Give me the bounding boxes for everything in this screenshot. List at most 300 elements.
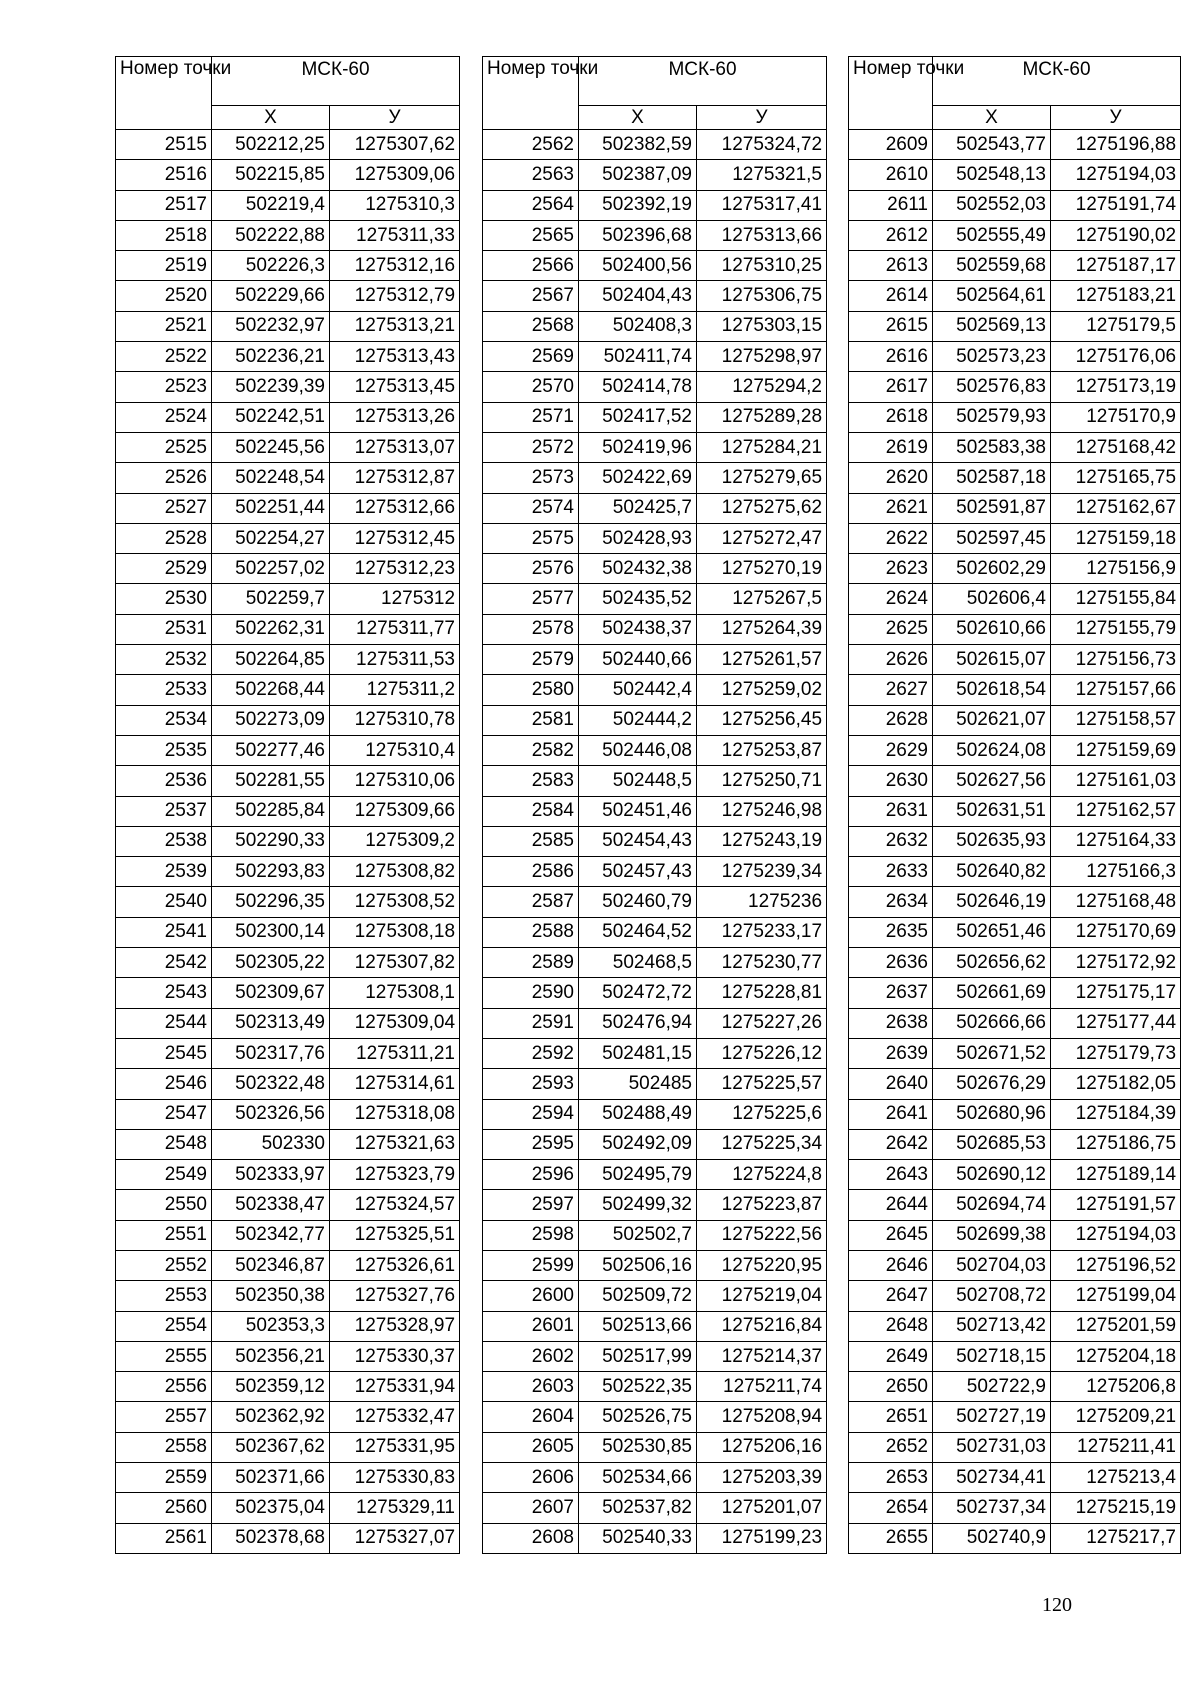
point-number-cell: 2518 xyxy=(116,220,212,250)
table-row xyxy=(483,1129,827,1159)
point-number-cell: 2544 xyxy=(116,1008,212,1038)
x-coordinate-cell: 502499,32 xyxy=(579,1190,697,1220)
y-coordinate-cell: 1275246,98 xyxy=(697,796,827,826)
point-number-cell: 2607 xyxy=(483,1493,579,1523)
y-coordinate-cell: 1275166,3 xyxy=(1051,857,1181,887)
table-row xyxy=(849,1160,1181,1190)
table-row xyxy=(483,130,827,160)
table-row xyxy=(849,584,1181,614)
point-number-cell: 2552 xyxy=(116,1250,212,1280)
y-coordinate-cell: 1275308,18 xyxy=(330,917,460,947)
y-coordinate-cell: 1275175,17 xyxy=(1051,978,1181,1008)
table-row xyxy=(116,1220,460,1250)
y-coordinate-cell: 1275327,76 xyxy=(330,1281,460,1311)
point-number-cell: 2600 xyxy=(483,1281,579,1311)
x-coordinate-cell: 502569,13 xyxy=(933,311,1051,341)
y-coordinate-cell: 1275309,06 xyxy=(330,160,460,190)
x-coordinate-cell: 502680,96 xyxy=(933,1099,1051,1129)
y-coordinate-cell: 1275284,21 xyxy=(697,432,827,462)
y-coordinate-cell: 1275311,21 xyxy=(330,1038,460,1068)
point-number-cell: 2629 xyxy=(849,735,933,765)
y-coordinate-cell: 1275308,52 xyxy=(330,887,460,917)
point-number-cell: 2575 xyxy=(483,523,579,553)
x-coordinate-cell: 502440,66 xyxy=(579,645,697,675)
x-coordinate-cell: 502239,39 xyxy=(212,372,330,402)
point-number-cell: 2641 xyxy=(849,1099,933,1129)
point-number-cell: 2651 xyxy=(849,1402,933,1432)
x-coordinate-cell: 502392,19 xyxy=(579,190,697,220)
point-number-cell: 2642 xyxy=(849,1129,933,1159)
y-coordinate-cell: 1275209,21 xyxy=(1051,1402,1181,1432)
x-coordinate-cell: 502353,3 xyxy=(212,1311,330,1341)
x-coordinate-cell: 502737,34 xyxy=(933,1493,1051,1523)
y-coordinate-cell: 1275310,4 xyxy=(330,735,460,765)
point-number-cell: 2654 xyxy=(849,1493,933,1523)
y-coordinate-cell: 1275217,7 xyxy=(1051,1523,1181,1553)
x-coordinate-cell: 502666,66 xyxy=(933,1008,1051,1038)
table-row xyxy=(116,1311,460,1341)
x-coordinate-cell: 502382,59 xyxy=(579,130,697,160)
table-row xyxy=(116,1008,460,1038)
y-coordinate-cell: 1275189,14 xyxy=(1051,1160,1181,1190)
y-coordinate-cell: 1275230,77 xyxy=(697,948,827,978)
y-coordinate-cell: 1275187,17 xyxy=(1051,251,1181,281)
x-coordinate-cell: 502232,97 xyxy=(212,311,330,341)
y-coordinate-cell: 1275206,8 xyxy=(1051,1372,1181,1402)
table-row xyxy=(849,675,1181,705)
table-row xyxy=(116,645,460,675)
table-row xyxy=(483,645,827,675)
table-row xyxy=(116,1190,460,1220)
y-coordinate-cell: 1275225,57 xyxy=(697,1069,827,1099)
x-coordinate-cell: 502444,2 xyxy=(579,705,697,735)
y-coordinate-cell: 1275243,19 xyxy=(697,826,827,856)
point-number-cell: 2617 xyxy=(849,372,933,402)
point-number-cell: 2551 xyxy=(116,1220,212,1250)
y-coordinate-cell: 1275312,66 xyxy=(330,493,460,523)
x-coordinate-cell: 502296,35 xyxy=(212,887,330,917)
x-coordinate-cell: 502476,94 xyxy=(579,1008,697,1038)
table-row xyxy=(483,463,827,493)
x-coordinate-cell: 502552,03 xyxy=(933,190,1051,220)
point-number-cell: 2621 xyxy=(849,493,933,523)
y-coordinate-cell: 1275307,82 xyxy=(330,948,460,978)
y-coordinate-cell: 1275161,03 xyxy=(1051,766,1181,796)
y-coordinate-cell: 1275309,66 xyxy=(330,796,460,826)
y-coordinate-cell: 1275183,21 xyxy=(1051,281,1181,311)
table-row xyxy=(483,1493,827,1523)
table-row xyxy=(116,978,460,1008)
point-number-cell: 2541 xyxy=(116,917,212,947)
table-row xyxy=(849,554,1181,584)
y-coordinate-cell: 1275313,21 xyxy=(330,311,460,341)
table-row xyxy=(483,857,827,887)
point-number-cell: 2522 xyxy=(116,342,212,372)
y-coordinate-cell: 1275199,04 xyxy=(1051,1281,1181,1311)
table-row xyxy=(849,1432,1181,1462)
point-number-cell: 2519 xyxy=(116,251,212,281)
y-coordinate-cell: 1275313,26 xyxy=(330,402,460,432)
point-number-cell: 2523 xyxy=(116,372,212,402)
table-row xyxy=(849,887,1181,917)
x-coordinate-cell: 502454,43 xyxy=(579,826,697,856)
table-row xyxy=(483,1008,827,1038)
x-coordinate-cell: 502537,82 xyxy=(579,1493,697,1523)
point-number-cell: 2619 xyxy=(849,432,933,462)
point-number-cell: 2521 xyxy=(116,311,212,341)
table-row xyxy=(483,402,827,432)
y-coordinate-cell: 1275331,94 xyxy=(330,1372,460,1402)
point-number-cell: 2525 xyxy=(116,432,212,462)
y-coordinate-cell: 1275294,2 xyxy=(697,372,827,402)
point-number-cell: 2549 xyxy=(116,1160,212,1190)
y-axis-header: У xyxy=(697,106,827,130)
point-number-cell: 2550 xyxy=(116,1190,212,1220)
x-coordinate-cell: 502305,22 xyxy=(212,948,330,978)
coordinate-system-header: МСК-60 xyxy=(212,57,460,106)
point-number-cell: 2576 xyxy=(483,554,579,584)
point-number-cell: 2531 xyxy=(116,614,212,644)
point-number-cell: 2587 xyxy=(483,887,579,917)
x-coordinate-cell: 502317,76 xyxy=(212,1038,330,1068)
table-row xyxy=(116,281,460,311)
y-coordinate-cell: 1275233,17 xyxy=(697,917,827,947)
point-number-cell: 2569 xyxy=(483,342,579,372)
x-coordinate-cell: 502481,15 xyxy=(579,1038,697,1068)
point-number-cell: 2643 xyxy=(849,1160,933,1190)
y-coordinate-cell: 1275201,07 xyxy=(697,1493,827,1523)
x-axis-header: Х xyxy=(933,106,1051,130)
point-number-cell: 2625 xyxy=(849,614,933,644)
x-coordinate-cell: 502219,4 xyxy=(212,190,330,220)
point-number-cell: 2593 xyxy=(483,1069,579,1099)
x-coordinate-cell: 502375,04 xyxy=(212,1493,330,1523)
point-number-cell: 2563 xyxy=(483,160,579,190)
coordinate-system-header: МСК-60 xyxy=(579,57,827,106)
point-number-cell: 2634 xyxy=(849,887,933,917)
table-row xyxy=(116,251,460,281)
point-number-cell: 2580 xyxy=(483,675,579,705)
x-coordinate-cell: 502534,66 xyxy=(579,1463,697,1493)
table-row xyxy=(483,735,827,765)
point-number-cell: 2578 xyxy=(483,614,579,644)
table-row xyxy=(116,190,460,220)
x-coordinate-cell: 502326,56 xyxy=(212,1099,330,1129)
point-number-cell: 2650 xyxy=(849,1372,933,1402)
y-coordinate-cell: 1275199,23 xyxy=(697,1523,827,1553)
x-coordinate-cell: 502610,66 xyxy=(933,614,1051,644)
table-row xyxy=(849,1008,1181,1038)
x-coordinate-cell: 502685,53 xyxy=(933,1129,1051,1159)
point-number-cell: 2535 xyxy=(116,735,212,765)
point-number-cell: 2528 xyxy=(116,523,212,553)
y-coordinate-cell: 1275211,74 xyxy=(697,1372,827,1402)
point-number-cell: 2543 xyxy=(116,978,212,1008)
point-number-cell: 2608 xyxy=(483,1523,579,1553)
x-coordinate-cell: 502597,45 xyxy=(933,523,1051,553)
point-number-cell: 2572 xyxy=(483,432,579,462)
table-row xyxy=(483,432,827,462)
point-number-cell: 2599 xyxy=(483,1250,579,1280)
table-row xyxy=(116,1250,460,1280)
point-number-cell: 2582 xyxy=(483,735,579,765)
y-coordinate-cell: 1275236 xyxy=(697,887,827,917)
table-row xyxy=(483,372,827,402)
table-row xyxy=(116,463,460,493)
y-coordinate-cell: 1275162,67 xyxy=(1051,493,1181,523)
x-coordinate-cell: 502236,21 xyxy=(212,342,330,372)
y-coordinate-cell: 1275225,6 xyxy=(697,1099,827,1129)
point-number-cell: 2585 xyxy=(483,826,579,856)
x-coordinate-cell: 502488,49 xyxy=(579,1099,697,1129)
point-number-cell: 2647 xyxy=(849,1281,933,1311)
x-coordinate-cell: 502387,09 xyxy=(579,160,697,190)
table-row xyxy=(849,1493,1181,1523)
x-coordinate-cell: 502540,33 xyxy=(579,1523,697,1553)
point-number-cell: 2579 xyxy=(483,645,579,675)
x-coordinate-cell: 502635,93 xyxy=(933,826,1051,856)
y-coordinate-cell: 1275318,08 xyxy=(330,1099,460,1129)
y-coordinate-cell: 1275308,82 xyxy=(330,857,460,887)
x-coordinate-cell: 502262,31 xyxy=(212,614,330,644)
point-number-cell: 2597 xyxy=(483,1190,579,1220)
point-number-cell: 2571 xyxy=(483,402,579,432)
x-coordinate-cell: 502624,08 xyxy=(933,735,1051,765)
point-number-cell: 2515 xyxy=(116,130,212,160)
x-coordinate-cell: 502212,25 xyxy=(212,130,330,160)
x-coordinate-cell: 502356,21 xyxy=(212,1341,330,1371)
table-row xyxy=(483,1099,827,1129)
table-row xyxy=(849,251,1181,281)
x-coordinate-cell: 502522,35 xyxy=(579,1372,697,1402)
table-row xyxy=(116,826,460,856)
y-coordinate-cell: 1275191,74 xyxy=(1051,190,1181,220)
point-number-cell: 2534 xyxy=(116,705,212,735)
x-coordinate-cell: 502457,43 xyxy=(579,857,697,887)
table-row xyxy=(483,887,827,917)
point-number-cell: 2555 xyxy=(116,1341,212,1371)
x-coordinate-cell: 502579,93 xyxy=(933,402,1051,432)
x-coordinate-cell: 502740,9 xyxy=(933,1523,1051,1553)
point-number-cell: 2652 xyxy=(849,1432,933,1462)
y-coordinate-cell: 1275330,37 xyxy=(330,1341,460,1371)
point-number-cell: 2622 xyxy=(849,523,933,553)
x-coordinate-cell: 502226,3 xyxy=(212,251,330,281)
x-coordinate-cell: 502404,43 xyxy=(579,281,697,311)
x-coordinate-cell: 502229,66 xyxy=(212,281,330,311)
table-row xyxy=(116,160,460,190)
x-coordinate-cell: 502259,7 xyxy=(212,584,330,614)
table-row xyxy=(116,614,460,644)
point-number-cell: 2517 xyxy=(116,190,212,220)
y-coordinate-cell: 1275310,25 xyxy=(697,251,827,281)
y-coordinate-cell: 1275307,62 xyxy=(330,130,460,160)
point-number-cell: 2540 xyxy=(116,887,212,917)
point-number-cell: 2567 xyxy=(483,281,579,311)
point-number-cell: 2624 xyxy=(849,584,933,614)
table-row xyxy=(483,1038,827,1068)
x-coordinate-cell: 502722,9 xyxy=(933,1372,1051,1402)
y-coordinate-cell: 1275225,34 xyxy=(697,1129,827,1159)
table-row xyxy=(116,402,460,432)
x-coordinate-cell: 502485 xyxy=(579,1069,697,1099)
y-coordinate-cell: 1275216,84 xyxy=(697,1311,827,1341)
x-coordinate-cell: 502517,99 xyxy=(579,1341,697,1371)
x-coordinate-cell: 502583,38 xyxy=(933,432,1051,462)
x-coordinate-cell: 502506,16 xyxy=(579,1250,697,1280)
point-number-cell: 2560 xyxy=(116,1493,212,1523)
point-number-cell: 2615 xyxy=(849,311,933,341)
y-coordinate-cell: 1275329,11 xyxy=(330,1493,460,1523)
table-row xyxy=(849,1220,1181,1250)
y-coordinate-cell: 1275330,83 xyxy=(330,1463,460,1493)
x-coordinate-cell: 502417,52 xyxy=(579,402,697,432)
point-number-cell: 2606 xyxy=(483,1463,579,1493)
page-number: 120 xyxy=(1042,1594,1072,1616)
point-number-cell: 2638 xyxy=(849,1008,933,1038)
y-coordinate-cell: 1275311,33 xyxy=(330,220,460,250)
y-coordinate-cell: 1275182,05 xyxy=(1051,1069,1181,1099)
point-number-cell: 2516 xyxy=(116,160,212,190)
point-number-cell: 2594 xyxy=(483,1099,579,1129)
x-coordinate-cell: 502602,29 xyxy=(933,554,1051,584)
y-axis-header: У xyxy=(330,106,460,130)
table-row xyxy=(483,1372,827,1402)
table-row xyxy=(849,493,1181,523)
y-coordinate-cell: 1275156,73 xyxy=(1051,645,1181,675)
table-row xyxy=(849,1463,1181,1493)
x-coordinate-cell: 502656,62 xyxy=(933,948,1051,978)
y-coordinate-cell: 1275157,66 xyxy=(1051,675,1181,705)
y-coordinate-cell: 1275228,81 xyxy=(697,978,827,1008)
x-coordinate-cell: 502446,08 xyxy=(579,735,697,765)
x-coordinate-cell: 502281,55 xyxy=(212,766,330,796)
table-row xyxy=(483,675,827,705)
point-number-cell: 2628 xyxy=(849,705,933,735)
y-coordinate-cell: 1275313,66 xyxy=(697,220,827,250)
y-coordinate-cell: 1275203,39 xyxy=(697,1463,827,1493)
table-row xyxy=(116,1099,460,1129)
y-coordinate-cell: 1275326,61 xyxy=(330,1250,460,1280)
table-row xyxy=(849,614,1181,644)
table-row xyxy=(849,1402,1181,1432)
y-coordinate-cell: 1275219,04 xyxy=(697,1281,827,1311)
point-number-cell: 2649 xyxy=(849,1341,933,1371)
point-number-cell: 2633 xyxy=(849,857,933,887)
coordinates-table-2 xyxy=(482,56,827,1554)
y-coordinate-cell: 1275215,19 xyxy=(1051,1493,1181,1523)
table-row xyxy=(849,160,1181,190)
table-row xyxy=(116,948,460,978)
y-coordinate-cell: 1275201,59 xyxy=(1051,1311,1181,1341)
y-coordinate-cell: 1275220,95 xyxy=(697,1250,827,1280)
x-coordinate-cell: 502492,09 xyxy=(579,1129,697,1159)
y-coordinate-cell: 1275312,45 xyxy=(330,523,460,553)
point-number-cell: 2601 xyxy=(483,1311,579,1341)
x-coordinate-cell: 502333,97 xyxy=(212,1160,330,1190)
point-number-cell: 2589 xyxy=(483,948,579,978)
table-row xyxy=(483,342,827,372)
x-coordinate-cell: 502428,93 xyxy=(579,523,697,553)
y-coordinate-cell: 1275321,5 xyxy=(697,160,827,190)
y-coordinate-cell: 1275179,73 xyxy=(1051,1038,1181,1068)
x-coordinate-cell: 502432,38 xyxy=(579,554,697,584)
y-coordinate-cell: 1275314,61 xyxy=(330,1069,460,1099)
y-coordinate-cell: 1275313,43 xyxy=(330,342,460,372)
point-number-cell: 2530 xyxy=(116,584,212,614)
point-number-cell: 2532 xyxy=(116,645,212,675)
x-coordinate-cell: 502371,66 xyxy=(212,1463,330,1493)
point-number-cell: 2616 xyxy=(849,342,933,372)
table-row xyxy=(483,948,827,978)
point-number-cell: 2655 xyxy=(849,1523,933,1553)
table-row xyxy=(483,766,827,796)
point-number-cell: 2536 xyxy=(116,766,212,796)
x-coordinate-cell: 502591,87 xyxy=(933,493,1051,523)
y-coordinate-cell: 1275317,41 xyxy=(697,190,827,220)
x-coordinate-cell: 502559,68 xyxy=(933,251,1051,281)
table-row xyxy=(116,735,460,765)
table-row xyxy=(849,372,1181,402)
y-coordinate-cell: 1275261,57 xyxy=(697,645,827,675)
y-coordinate-cell: 1275196,52 xyxy=(1051,1250,1181,1280)
x-coordinate-cell: 502731,03 xyxy=(933,1432,1051,1462)
table-row xyxy=(849,766,1181,796)
x-coordinate-cell: 502576,83 xyxy=(933,372,1051,402)
point-number-cell: 2618 xyxy=(849,402,933,432)
table-row xyxy=(849,463,1181,493)
y-coordinate-cell: 1275156,9 xyxy=(1051,554,1181,584)
y-coordinate-cell: 1275168,48 xyxy=(1051,887,1181,917)
table-row xyxy=(849,281,1181,311)
table-row xyxy=(116,796,460,826)
y-coordinate-cell: 1275272,47 xyxy=(697,523,827,553)
point-number-cell: 2605 xyxy=(483,1432,579,1462)
table-row xyxy=(116,1038,460,1068)
x-coordinate-cell: 502451,46 xyxy=(579,796,697,826)
x-coordinate-cell: 502342,77 xyxy=(212,1220,330,1250)
point-number-cell: 2636 xyxy=(849,948,933,978)
table-row xyxy=(849,342,1181,372)
point-number-cell: 2546 xyxy=(116,1069,212,1099)
y-coordinate-cell: 1275194,03 xyxy=(1051,1220,1181,1250)
point-number-cell: 2537 xyxy=(116,796,212,826)
y-coordinate-cell: 1275327,07 xyxy=(330,1523,460,1553)
point-number-cell: 2644 xyxy=(849,1190,933,1220)
x-coordinate-cell: 502273,09 xyxy=(212,705,330,735)
x-coordinate-cell: 502727,19 xyxy=(933,1402,1051,1432)
y-coordinate-cell: 1275226,12 xyxy=(697,1038,827,1068)
point-number-cell: 2611 xyxy=(849,190,933,220)
y-coordinate-cell: 1275227,26 xyxy=(697,1008,827,1038)
x-coordinate-cell: 502400,56 xyxy=(579,251,697,281)
y-coordinate-cell: 1275159,69 xyxy=(1051,735,1181,765)
table-row xyxy=(849,402,1181,432)
table-row xyxy=(116,1129,460,1159)
point-number-cell: 2640 xyxy=(849,1069,933,1099)
x-coordinate-cell: 502502,7 xyxy=(579,1220,697,1250)
x-coordinate-cell: 502322,48 xyxy=(212,1069,330,1099)
table-row xyxy=(483,311,827,341)
y-coordinate-cell: 1275224,8 xyxy=(697,1160,827,1190)
y-coordinate-cell: 1275328,97 xyxy=(330,1311,460,1341)
x-coordinate-cell: 502548,13 xyxy=(933,160,1051,190)
x-coordinate-cell: 502513,66 xyxy=(579,1311,697,1341)
y-coordinate-cell: 1275270,19 xyxy=(697,554,827,584)
y-coordinate-cell: 1275321,63 xyxy=(330,1129,460,1159)
x-coordinate-cell: 502734,41 xyxy=(933,1463,1051,1493)
table-row xyxy=(116,554,460,584)
